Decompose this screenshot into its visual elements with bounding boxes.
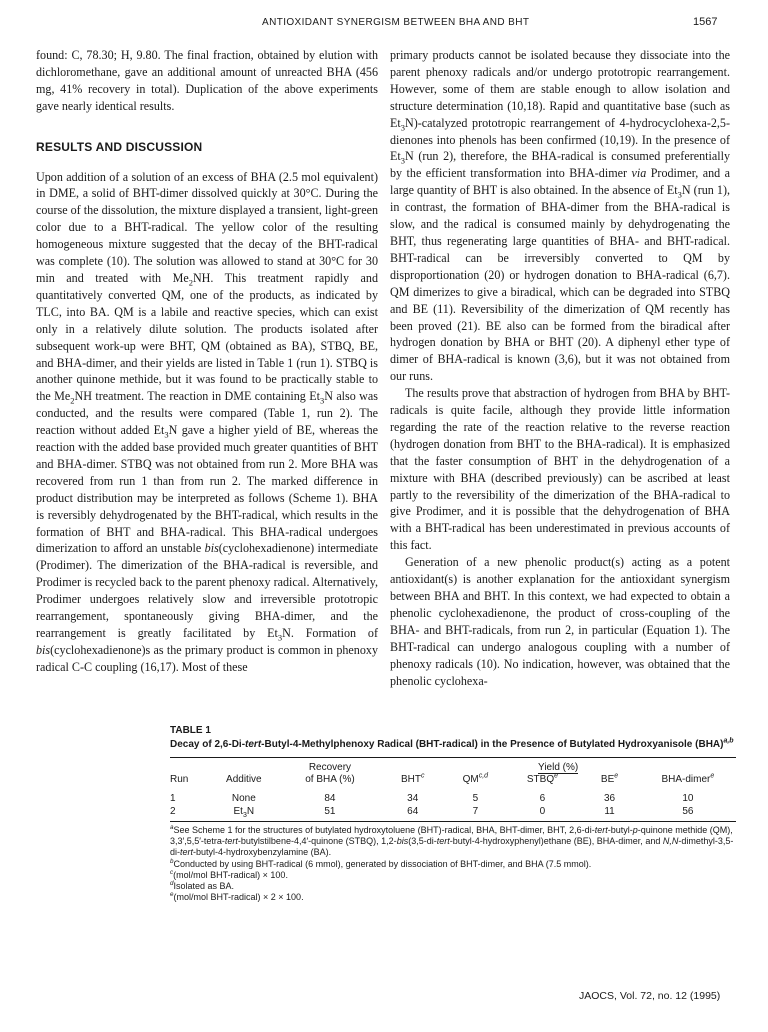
running-title: ANTIOXIDANT SYNERGISM BETWEEN BHA AND BHT [262,17,530,28]
table-footnote: $^e$(mol/mol BHT-radical) × 2 × 100. [170,891,304,903]
right-column [390,47,730,689]
header-additive: Additive [226,774,262,785]
synergism-paragraph: Generation of a new phenolic product(s) acting as a potent antioxidant(s) is another explanation for the antioxidant synergism between BHA and BHT. In this context, we had expected to obtain a phenolic cyclohexadienone, the product of cross-coupling of the BHA- and BHT-radicals, from run 2, in particular (Equation 1). The BHT-radical can undergo analogous coupling with a number of phenoxy radicals (10). No indication, however, was obtained that the phenolic cyclohexa- [390,555,730,688]
results-table [170,758,736,821]
recovery-header-line2: of BHA (%) [305,774,355,785]
header-qm: QM$^{c,d}$ [462,772,489,785]
page-number: 1567 [693,16,718,28]
table-footnote: $^a$See Scheme 1 for the structures of butylated hydroxytoluene (BHT)-radical, BHA, BHT-dimer, BHT, 2,6-di-tert-butyl-p-quinone methide (QM), 3,3′,5,5′-tetra-tert-butylstilbene-4,4′-quinone (STBQ), 1,2-bis(3,5-di-tert-butyl-4-hydroxyphenyl)ethane (BE), BHA-dimer, and N,N-dimethyl-3,5-di-tert-butyl-4-hydroxybenzylamine (BA). [170,824,734,858]
hydrogen-abstraction-paragraph: The results prove that abstraction of hydrogen from BHA by BHT-radicals is quite facile, although they provide little information regarding the rate of the reaction relative to the reverse reaction (hydrogen donation from BHT to the BHA-radical). It is emphasized that the faster consumption of BHT in the dehydrogenation of a mixture with BHA (described previously) can be ascribed at least partly to the reversibility of the dimerization of the BHA-radical to give Prodimer, and it is possible that the dehydrogenation of BHA with a BHT-radical has been underestimated in previous accounts of this fact. [390,386,730,553]
cell-additive: $Et_3N$ [233,805,255,819]
cell-stbq: 6 [539,793,546,804]
cell-bht: 34 [407,793,419,804]
methods-closing-paragraph: found: C, 78.30; H, 9.80. The final fraction, obtained by elution with dichloromethane, gave an additional amount of unreacted BHA (456 mg, 41% recovery in total). Duplication of the above experiments gave nearly identical results. [36,48,378,113]
table-row [170,789,736,806]
cell-bha-dimer: 10 [682,793,694,804]
table-bottom-rule [170,821,736,822]
table-label: TABLE 1 [170,725,211,736]
results-paragraph: Upon addition of a solution of an excess of BHA (2.5 mol equivalent) in DME, a solid of BHT-dimer dissolved quickly at 30°C. During the course of the dissolution, the mixture displayed a transient, light-green color due to a BHT-radical. The yellow color of the resulting homogeneous mixture suggested that the decay of the BHT-radical was complete (10). The solution was allowed to stand at 30°C for 30 min and treated with $Me_2NH$. This treatment rapidly and quantitatively converted QM, one of the products, as indicated by TLC, into BA. QM is a labile and reactive species, which can exist only in a relatively dilute solution. The products isolated after subsequent work-up were BHT, QM (obtained as BA), STBQ, BE, and BHA-dimer, and their yields are listed in Table 1 (run 1). STBQ is another quinone methide, but it was found to be practically stable to the $Me_2NH$ treatment. The reaction in DME containing $Et_3N$ also was conducted, and the results were compared (Table 1, run 2). The reaction without added $Et_3N$ gave a higher yield of BE, whereas the reaction with the added base provided much greater quantities of BHT and BHA-dimer. STBQ was not obtained from run 2. More BHA was recovered from run 1 than from run 2. The marked difference in product distribution may be interpreted as follows (Scheme 1). BHA is reversibly dehydrogenated by the BHT-radical, which results in the formation of BHT and BHA-radical. This BHA-radical undergoes dimerization to afford an unstable bis(cyclohexadienone) intermediate (Prodimer). The dimerization of the BHA-radical is reversible, and Prodimer is recycled back to the parent phenoxy radical. Alternatively, Prodimer undergoes relatively slow and irreversible prototropic rearrangement, spontaneously giving BHA-dimer, and the rearrangement is greatly facilitated by $Et_3N$. Formation of bis(cyclohexadienone)s as the primary product is common in phenoxy radical C-C coupling (16,17). Most of these [36,169,379,674]
mechanism-paragraph: primary products cannot be isolated because they dissociate into the parent phenoxy radicals and/or undergo prototropic rearrangement. However, some of them are stable enough to allow isolation and structure determination (10,18). Rapid and quantitative base (such as $Et_3N$)-catalyzed prototropic rearrangement of 4-hydrocyclohexa-2,5-dienones into phenols has been confirmed (10,19). In the presence of $Et_3N$ (run 2), therefore, the BHA-radical is consumed preferentially by the efficient transformation into BHA-dimer via Prodimer, and a large quantity of BHT is also obtained. In the absence of $Et_3N$ (run 1), in contrast, the formation of BHA-dimer from the BHA-radical is slow, and the radical is consumed mainly by dehydrogenating the BHT, thus regenerating large quantities of BHA- and BHT-radical. BHT-radical can be irreversibly converted to QM by disproportionation (20) or hydrogen donation to BHA-radical (6,7). QM dimerizes to give a biradical, which can be degraded into STBQ and BE (11). Reversibility of the dimerization of QM recently has been proved (21). BE also can be formed from the biradical after hydrogen donation by BHA or BHT (20). A diphenyl ether type of dimer of BHA-radical is known (3,6), but it was not obtained from our runs. [390,48,730,384]
table-caption: Decay of 2,6-Di-tert-Butyl-4-Methylphenoxy Radical (BHT-radical) in the Presence of Butylated Hydroxyanisole (BHA)$^{a,b}$ [170,737,734,750]
table-footnotes [170,825,736,903]
section-heading: RESULTS AND DISCUSSION [36,139,203,154]
cell-be: 36 [603,793,616,804]
yield-group-header: Yield (%) [538,762,579,773]
table-footnote: $^b$Conducted by using BHT-radical (6 mmol), generated by dissociation of BHT-dimer, and BHA (7.5 mmol). [170,857,592,869]
cell-run: 1 [170,793,176,804]
header-be: $BE^e$ [600,772,619,785]
table-body [170,789,736,821]
header-bha-dimer: BHA-dimer$^e$ [661,772,715,785]
cell-be: 11 [604,805,615,817]
table-footnote: $^c$(mol/mol BHT-radical) × 100. [170,868,288,880]
cell-run: 2 [170,805,176,817]
header-stbq: STBQ$^e$ [526,772,559,785]
cell-recovery: 84 [324,793,336,804]
cell-qm: 7 [472,805,479,817]
table-1 [170,725,736,903]
header-bht: BHT$^c$ [400,772,425,785]
cell-qm: 5 [472,793,479,804]
cell-additive: None [231,793,256,804]
cell-bha-dimer: 56 [682,805,694,817]
left-column [36,47,378,676]
cell-recovery: 51 [324,805,336,817]
cell-bht: 64 [407,805,419,817]
journal-citation: JAOCS, Vol. 72, no. 12 (1995) [579,990,721,1002]
table-row [170,806,736,822]
table-footnote: $^d$Isolated as BA. [170,880,235,892]
cell-stbq: 0 [539,805,546,817]
header-run: Run [170,774,189,785]
recovery-header-line1: Recovery [308,762,352,773]
